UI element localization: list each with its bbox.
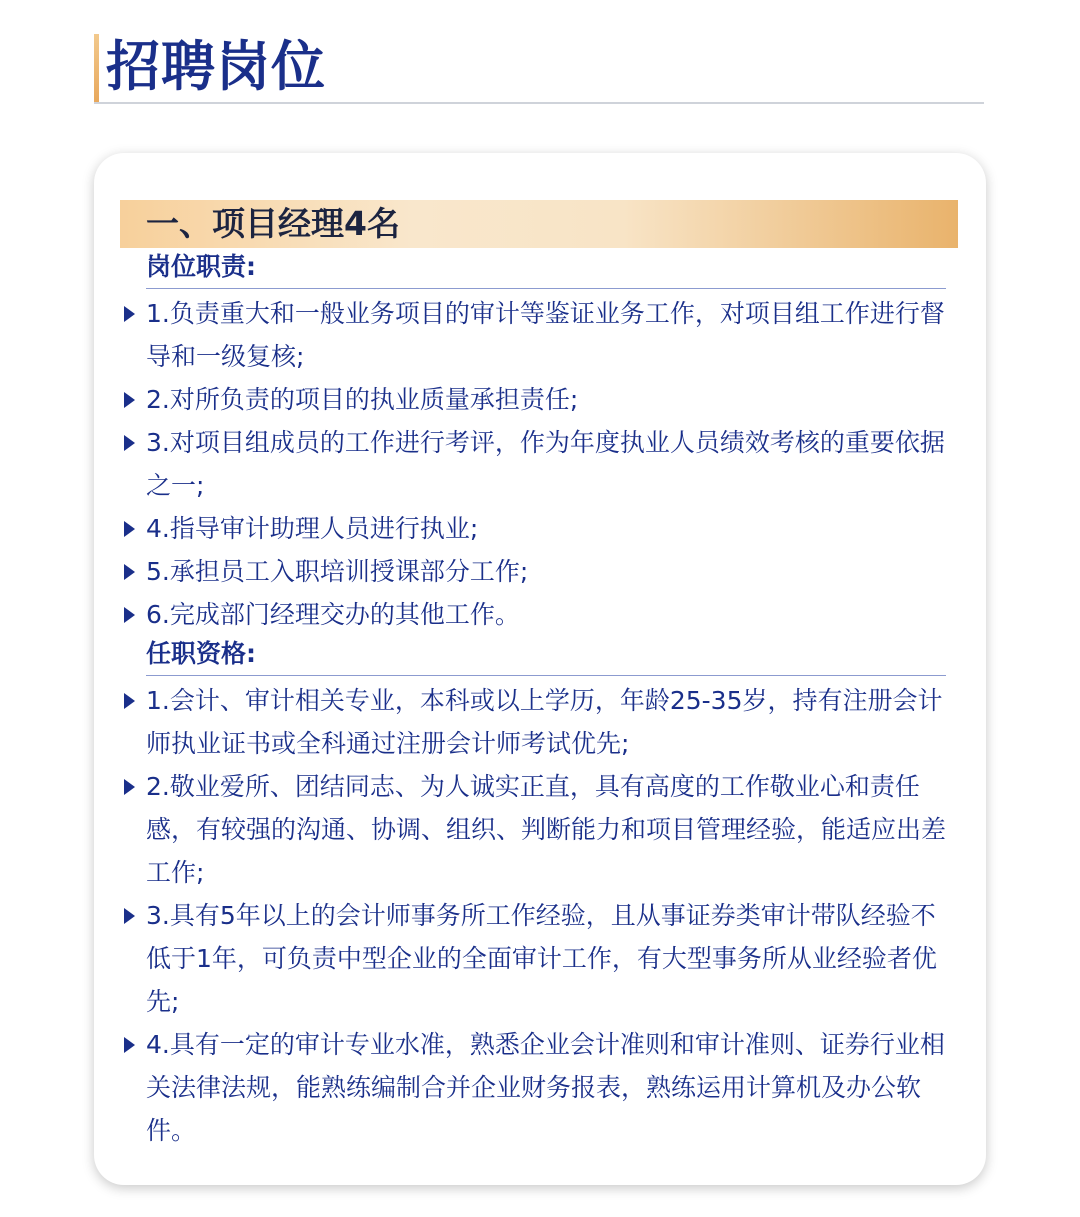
list-item [122, 292, 958, 378]
triangle-bullet-icon [124, 1037, 135, 1053]
list-item [122, 593, 958, 636]
list-item [122, 378, 958, 421]
list-item-text: 6.完成部门经理交办的其他工作。 [146, 600, 520, 629]
qualifications-heading [146, 637, 946, 676]
qualifications-list [122, 679, 958, 1152]
list-item-text: 2.对所负责的项目的执业质量承担责任; [146, 385, 579, 414]
list-item [122, 765, 958, 894]
position-title: 一、项目经理4名 [146, 204, 400, 243]
list-item-text: 1.会计、审计相关专业，本科或以上学历，年龄25-35岁，持有注册会计师执业证书或全科通过注册会计师考试优先; [146, 686, 943, 758]
qualifications-label: 任职资格: [146, 639, 256, 668]
triangle-bullet-icon [124, 306, 135, 322]
list-item [122, 894, 958, 1023]
list-item-text: 4.具有一定的审计专业水准，熟悉企业会计准则和审计准则、证券行业相关法律法规，能熟练编制合并企业财务报表，熟练运用计算机及办公软件。 [146, 1030, 945, 1145]
list-item [122, 550, 958, 593]
page-header [94, 34, 984, 104]
list-item-text: 3.对项目组成员的工作进行考评，作为年度执业人员绩效考核的重要依据之一; [146, 428, 945, 500]
triangle-bullet-icon [124, 564, 135, 580]
triangle-bullet-icon [124, 908, 135, 924]
triangle-bullet-icon [124, 435, 135, 451]
list-item [122, 1023, 958, 1152]
list-item-text: 4.指导审计助理人员进行执业; [146, 514, 479, 543]
list-item-text: 3.具有5年以上的会计师事务所工作经验，且从事证券类审计带队经验不低于1年，可负责中型企业的全面审计工作，有大型事务所从业经验者优先; [146, 901, 937, 1016]
list-item-text: 5.承担员工入职培训授课部分工作; [146, 557, 529, 586]
duties-label: 岗位职责: [146, 252, 256, 281]
list-item [122, 679, 958, 765]
position-banner [120, 200, 958, 248]
job-card [94, 153, 986, 1185]
triangle-bullet-icon [124, 693, 135, 709]
triangle-bullet-icon [124, 392, 135, 408]
duties-list [122, 292, 958, 636]
list-item-text: 1.负责重大和一般业务项目的审计等鉴证业务工作，对项目组工作进行督导和一级复核; [146, 299, 945, 371]
duties-heading [146, 250, 946, 289]
page-title: 招聘岗位 [106, 35, 326, 98]
triangle-bullet-icon [124, 607, 135, 623]
triangle-bullet-icon [124, 779, 135, 795]
list-item [122, 507, 958, 550]
triangle-bullet-icon [124, 521, 135, 537]
header-accent-bar [94, 34, 99, 102]
list-item [122, 421, 958, 507]
list-item-text: 2.敬业爱所、团结同志、为人诚实正直，具有高度的工作敬业心和责任感，有较强的沟通、协调、组织、判断能力和项目管理经验，能适应出差工作; [146, 772, 947, 887]
